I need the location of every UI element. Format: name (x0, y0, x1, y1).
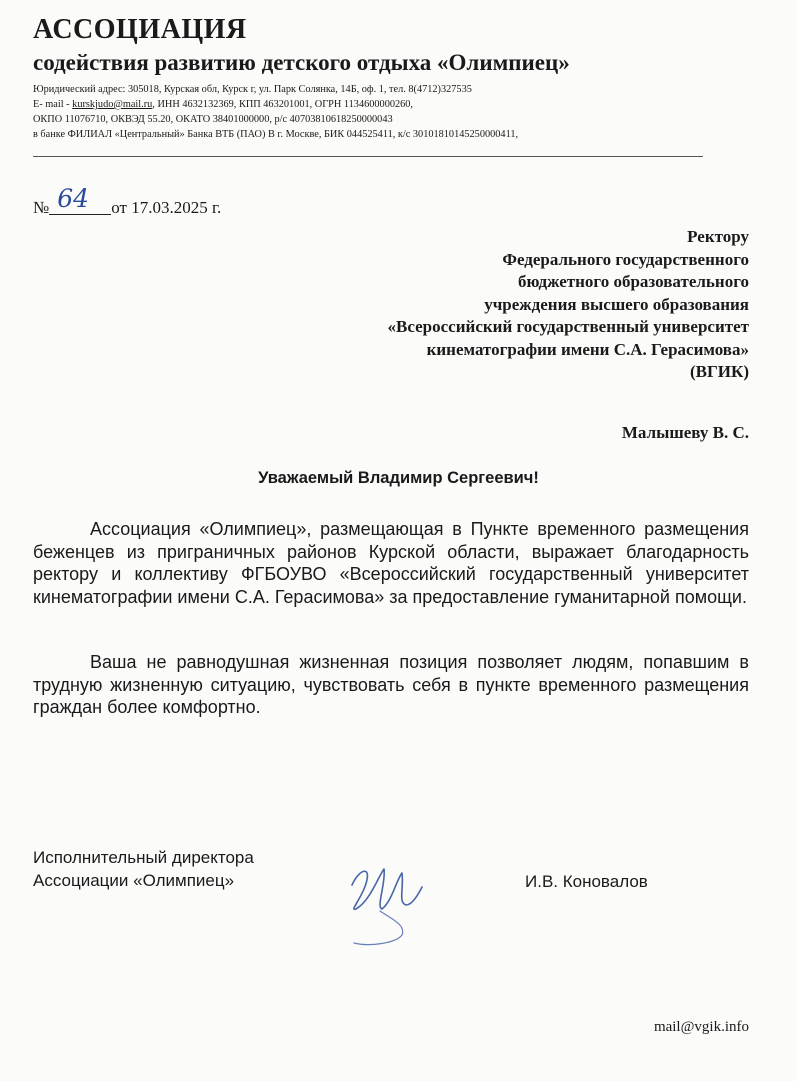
addressee-block (388, 226, 749, 384)
inn-kpp-ogrn: , ИНН 4632132369, КПП 463201001, ОГРН 1134600000260, (152, 99, 414, 110)
addressee-line: бюджетного образовательного (518, 272, 749, 291)
signatory-title-line-2: Ассоциации «Олимпиец» (33, 871, 235, 890)
body-paragraph-1: Ассоциация «Олимпиец», размещающая в Пункте временного размещения беженцев из приграничных районов Курской области, выражает благодарность ректору и коллективу ФГБОУВО «Всероссийский государственный университет кинематографии имени С.А. Герасимова» за предоставление гуманитарной помощи. (33, 519, 749, 607)
handwritten-signature-icon (340, 855, 430, 950)
handwritten-number: 64 (57, 184, 90, 213)
addressee-line: Федерального государственного (502, 249, 749, 269)
contact-line (33, 97, 413, 112)
signatory-title-line-1: Исполнительный директора (33, 848, 254, 867)
footer-email[interactable]: mail@vgik.info (653, 1019, 749, 1035)
reference-line (33, 184, 222, 218)
addressee-line: учреждения высшего образования (484, 294, 749, 314)
body-paragraph-2: Ваша не равнодушная жизненная позиция позволяет людям, попавшим в трудную жизненную ситуацию, чувствовать себя в пункте временного размещения граждан более комфортно. (33, 652, 749, 717)
signatory-title (33, 846, 254, 892)
addressee-line: (ВГИК) (689, 362, 749, 381)
number-prefix: № (33, 198, 50, 217)
letterhead-divider (33, 156, 703, 157)
greeting: Уважаемый Владимир Сергеевич! (258, 469, 539, 487)
addressee-line: «Всероссийский государственный университет (387, 317, 749, 336)
email-label: E- mail - (33, 99, 73, 110)
okpo-line: ОКПО 11076710, ОКВЭД 55.20, ОКАТО 38401000000, р/с 40703810618250000043 (33, 114, 393, 125)
org-email-link[interactable]: kurskjudo@mail.ru (72, 99, 153, 110)
recipient-name: Малышеву В. С. (621, 423, 749, 442)
number-blank (49, 184, 111, 215)
org-subtitle: содействия развитию детского отдыха «Олимпиец» (33, 50, 570, 75)
org-name: АССОЦИАЦИЯ (33, 14, 247, 45)
addressee-line: кинематографии имени С.А. Герасимова» (426, 339, 749, 359)
bank-line: в банке ФИЛИАЛ «Центральный» Банка ВТБ (ПАО) В г. Москве, БИК 044525411, к/с 30101810145250000411, (33, 129, 519, 140)
signer-name: И.В. Коновалов (525, 872, 648, 891)
reference-date: от 17.03.2025 г. (111, 198, 222, 217)
addressee-line: Ректору (687, 227, 749, 246)
legal-address: Юридический адрес: 305018, Курская обл, Курск г, ул. Парк Солянка, 14Б, оф. 1, тел. 8(4712)327535 (33, 84, 472, 95)
